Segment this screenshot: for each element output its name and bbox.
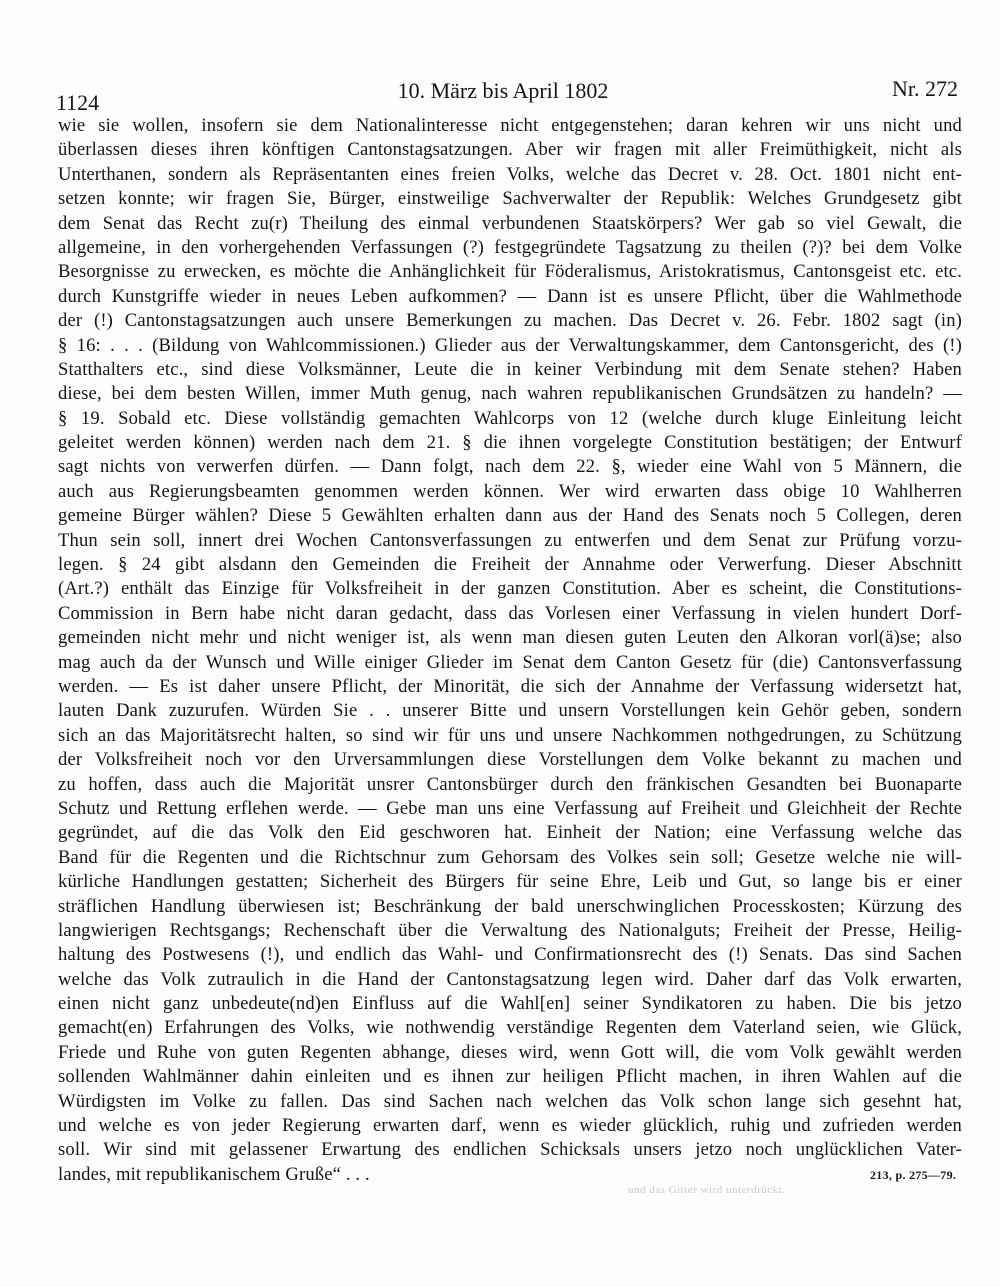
text-line: langwierigen Rechtsgangs; Rechenschaft über die Verwaltung des Nationalguts; Freiheit der Presse, Heilig- xyxy=(58,919,962,941)
text-line: gegründet, auf die das Volk den Eid geschworen hat. Einheit der Nation; eine Verfassung welche das xyxy=(58,822,962,844)
text-line: § 19. Sobald etc. Diese vollständig gemachten Wahlcorps von 12 (welche durch kluge Einleitung leicht xyxy=(58,407,962,429)
text-line: soll. Wir sind mit gelassener Erwartung des endlichen Schicksals unsers jetzo noch unglücklichen Vater- xyxy=(58,1139,962,1161)
date-range-title: 10. März bis April 1802 xyxy=(397,78,609,103)
running-head xyxy=(48,72,958,115)
text-line: sagt nichts von verwerfen dürfen. — Dann folgt, nach dem 22. §, wieder eine Wahl von 5 Männern, die xyxy=(58,456,962,478)
text-line: Statthalters etc., sind diese Volksmänner, Leute die in keiner Verbindung mit dem Senate stehen? Haben xyxy=(58,358,962,380)
text-line: Unterthanen, sondern als Repräsentanten eines freien Volks, welche das Decret v. 28. Oct. 1801 nicht ent- xyxy=(58,163,962,185)
text-line: diese, bei dem besten Willen, immer Muth genug, nach wahren republikanischen Grundsätzen zu handeln? — xyxy=(58,383,962,405)
text-line: Thun sein soll, innert drei Wochen Cantonsverfassungen zu entwerfen und dem Senat zur Prüfung vorzu- xyxy=(58,529,962,551)
text-line: (Art.?) enthält das Einzige für Volksfreiheit in der ganzen Constitution. Aber es scheint, die Constitutions- xyxy=(58,578,962,600)
text-line: Schutz und Rettung erflehen werde. — Gebe man uns eine Verfassung auf Freiheit und Gleichheit der Rechte xyxy=(58,797,962,819)
text-line: sollenden Wahlmänner dahin einleiten und es ihnen zur heiligen Pflicht machen, in ihren Wahlen auf die xyxy=(58,1066,962,1088)
text-line: sich an das Majoritätsrecht halten, so sind wir für uns und unsere Nachkommen nothgedrungen, zu Schützung xyxy=(58,724,962,746)
document-number: Nr. 272 xyxy=(892,76,958,101)
text-line: Band für die Regenten und die Richtschnur zum Gehorsam des Volkes sein soll; Gesetze welche nie will- xyxy=(58,846,962,868)
text-line: Besorgnisse zu erwecken, es möchte die Anhänglichkeit für Föderalismus, Aristokratismus, Cantonsgeist etc. etc. xyxy=(58,261,962,283)
text-line: gemacht(en) Erfahrungen des Volks, wie nothwendig verständige Regenten dem Vaterland seien, wie Glück, xyxy=(58,1017,962,1039)
text-line: lauten Dank zuzurufen. Würden Sie . . unserer Bitte und unsern Vorstellungen kein Gehör geben, sondern xyxy=(58,700,962,722)
text-line: wie sie wollen, insofern sie dem Nationalinteresse nicht entgegenstehen; daran kehren wir uns nicht und xyxy=(58,115,962,136)
text-line: Würdigsten im Volke zu fallen. Das sind Sachen nach welchen das Volk schon lange sich gesehnt hat, xyxy=(58,1090,962,1112)
text-line: überlassen dieses ihren könftigen Cantonstagsatzungen. Aber wir fragen mit aller Freimüthigkeit, nicht als xyxy=(58,139,962,161)
text-line: Friede und Ruhe von guten Regenten abhange, dieses wird, wenn Gott will, die vom Volk gewählt werden xyxy=(58,1041,962,1063)
text-line: zu hoffen, dass auch die Majorität unsrer Cantonsbürger durch den fränkischen Gesandten bei Buonaparte xyxy=(58,773,962,795)
text-line: sträflichen Handlung überwiesen ist; Beschränkung der bald unerschwinglichen Processkosten; Kürzung des xyxy=(58,895,962,917)
page-number: 1124 xyxy=(56,90,100,115)
text-line: gemeine Bürger wählen? Diese 5 Gewählten erhalten dann aus der Hand des Senats noch 5 Collegen, deren xyxy=(58,505,962,527)
text-line: dem Senat das Recht zu(r) Theilung des einmal verbundenen Staatskörpers? Wer gab so viel Gewalt, die xyxy=(58,212,962,234)
text-line: § 16: . . . (Bildung von Wahlcommissionen.) Glieder aus der Verwaltungskammer, dem Cantonsgericht, des (!) xyxy=(58,334,962,356)
text-line: welche das Volk zutraulich in die Hand der Cantonstagsatzung legen wird. Daher darf das Volk erwarten, xyxy=(58,968,962,990)
text-line: auch aus Regierungsbeamten genommen werden können. Wer wird erwarten dass obige 10 Wahlherren xyxy=(58,480,962,502)
text-line: legen. § 24 gibt alsdann den Gemeinden die Freiheit der Annahme oder Verwerfung. Dieser Abschnitt xyxy=(58,554,962,576)
text-line: der Volksfreiheit noch vor den Urversammlungen diese Vorstellungen dem Volke bekannt zu machen und xyxy=(58,749,962,771)
text-line: geleitet werden können) werden nach dem 21. § die ihnen vorgelegte Constitution bestätigen; der Entwurf xyxy=(58,432,962,454)
text-line: durch Kunstgriffe wieder in neues Leben aufkommen? — Dann ist es unsere Pflicht, über die Wahlmethode xyxy=(58,285,962,307)
source-citation: 213, p. 275—79. xyxy=(870,1168,957,1182)
text-line: einen nicht ganz unbedeute(nd)en Einfluss auf die Wahl[en] seiner Syndikatoren zu haben. Die bis jetzo xyxy=(58,993,962,1015)
text-line: allgemeine, in den vorhergehenden Verfassungen (?) festgegründete Tagsatzung zu theilen (?)? bei dem Volke xyxy=(58,236,962,258)
text-line: werden. — Es ist daher unsere Pflicht, der Minorität, die sich der Annahme der Verfassung widersetzt hat, xyxy=(58,675,962,697)
text-line: gemeinden nicht mehr und nicht weniger ist, als wenn man diesen guten Leuten den Alkoran vorl(ä)se; also xyxy=(58,627,962,649)
text-line: Commission in Bern habe nicht daran gedacht, dass das Vorlesen einer Verfassung in vielen hundert Dorf- xyxy=(58,602,962,624)
text-line: der (!) Cantonstagsatzungen auch unsere Bemerkungen zu machen. Das Decret v. 26. Febr. 1802 sagt (in) xyxy=(58,310,962,332)
text-line: mag auch da der Wunsch und Wille einiger Glieder im Senat dem Canton Gesetz für (die) Cantonsverfassung xyxy=(58,651,962,673)
text-line: und welche es von jeder Regierung erwarten darf, wenn es wieder glücklich, ruhig und zufrieden werden xyxy=(58,1115,962,1137)
text-line: setzen konnte; wir fragen Sie, Bürger, einstweilige Sachverwalter der Republik: Welches Grundgesetz gibt xyxy=(58,188,962,210)
text-line: landes, mit republikanischem Gruße“ . . . xyxy=(58,1163,370,1185)
show-through-text: und das Gitter wird unterdrückt. xyxy=(628,1184,786,1196)
text-line: haltung des Postwesens (!), und endlich das Wahl- und Confirmationsrecht des (!) Senats. Das sind Sachen xyxy=(58,944,962,966)
body-text xyxy=(58,114,962,1187)
text-line: kürliche Handlungen gestatten; Sicherheit des Bürgers für seine Ehre, Leib und Gut, so lange bis er einer xyxy=(58,871,962,893)
